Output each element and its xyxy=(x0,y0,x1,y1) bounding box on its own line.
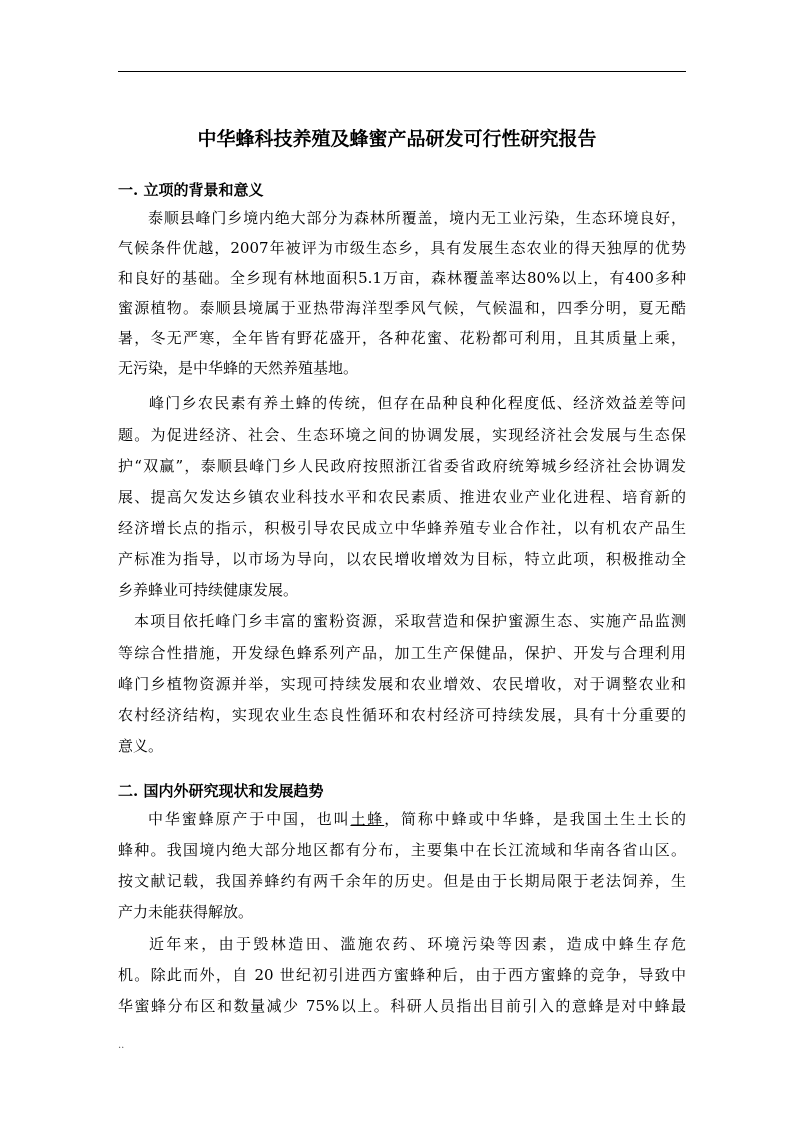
paragraph-line: 本项目依托峰门乡丰富的蜜粉资源，采取营造和保护蜜源生态、实施产品监测 xyxy=(134,612,686,630)
paragraph-line: 按文献记载，我国养蜂约有两千余年的历史。但是由于长期局限于老法饲养，生 xyxy=(118,872,686,890)
section-heading-2: 二. 国内外研究现状和发展趋势 xyxy=(118,782,324,800)
paragraph-line: 等综合性措施，开发绿色蜂系列产品，加工生产保健品，保护、开发与合理利用 xyxy=(118,644,686,662)
section-heading-1: 一. 立项的背景和意义 xyxy=(118,181,264,199)
paragraph-line: 和良好的基础。全乡现有林地面积5.1万亩，森林覆盖率达80%以上，有400多种 xyxy=(118,269,686,287)
document-title: 中华蜂科技养殖及蜂蜜产品研发可行性研究报告 xyxy=(197,128,597,150)
text-run: 中华蜜蜂原产于中国，也叫 xyxy=(148,810,351,828)
paragraph-line: 乡养蜂业可持续健康发展。 xyxy=(118,581,299,599)
paragraph-line: 展、提高欠发达乡镇农业科技水平和农民素质、推进农业产业化进程、培育新的 xyxy=(118,488,686,506)
link-tufeng[interactable]: 土蜂 xyxy=(350,810,385,828)
paragraph-line: 无污染，是中华蜂的天然养殖基地。 xyxy=(118,359,359,377)
header-rule xyxy=(118,71,686,72)
paragraph-line: 护“双赢”，泰顺县峰门乡人民政府按照浙江省委省政府统筹城乡经济社会协调发 xyxy=(118,457,686,475)
paragraph-line: 产力未能获得解放。 xyxy=(118,903,254,921)
paragraph-line: 蜂种。我国境内绝大部分地区都有分布，主要集中在长江流域和华南各省山区。 xyxy=(118,841,686,859)
paragraph-line: 机。除此而外，自 20 世纪初引进西方蜜蜂种后，由于西方蜜蜂的竞争，导致中 xyxy=(118,966,686,984)
paragraph-line: 气候条件优越，2007年被评为市级生态乡，具有发展生态农业的得天独厚的优势 xyxy=(118,239,686,257)
paragraph-line: 意义。 xyxy=(118,737,164,755)
paragraph-line: 华蜜蜂分布区和数量减少 75%以上。科研人员指出目前引入的意蜂是对中蜂最 xyxy=(118,997,686,1015)
paragraph-line xyxy=(148,804,686,834)
text-run: ，简称中蜂或中华蜂，是我国土生土长的 xyxy=(384,810,686,828)
footer-mark: .. xyxy=(118,1040,125,1051)
paragraph-line: 蜜源植物。泰顺县境属于亚热带海洋型季风气候，气候温和，四季分明，夏无酷 xyxy=(118,299,686,317)
paragraph-line: 产标准为指导，以市场为导向，以农民增收增效为目标，特立此项，积极推动全 xyxy=(118,550,686,568)
paragraph-line: 峰门乡农民素有养土蜂的传统，但存在品种良种化程度低、经济效益差等问 xyxy=(149,394,686,412)
paragraph-line: 泰顺县峰门乡境内绝大部分为森林所覆盖，境内无工业污染，生态环境良好， xyxy=(148,209,686,227)
paragraph-line: 经济增长点的指示，积极引导农民成立中华蜂养殖专业合作社，以有机农产品生 xyxy=(118,519,686,537)
paragraph-line: 题。为促进经济、社会、生态环境之间的协调发展，实现经济社会发展与生态保 xyxy=(118,426,686,444)
paragraph-line: 近年来，由于毁林造田、滥施农药、环境污染等因素，造成中蜂生存危 xyxy=(149,935,686,953)
paragraph-line: 农村经济结构，实现农业生态良性循环和农村经济可持续发展，具有十分重要的 xyxy=(118,706,686,724)
paragraph-line: 暑，冬无严寒，全年皆有野花盛开，各种花蜜、花粉都可利用，且其质量上乘， xyxy=(118,329,686,347)
paragraph-line: 峰门乡植物资源并举，实现可持续发展和农业增效、农民增收，对于调整农业和 xyxy=(118,675,686,693)
